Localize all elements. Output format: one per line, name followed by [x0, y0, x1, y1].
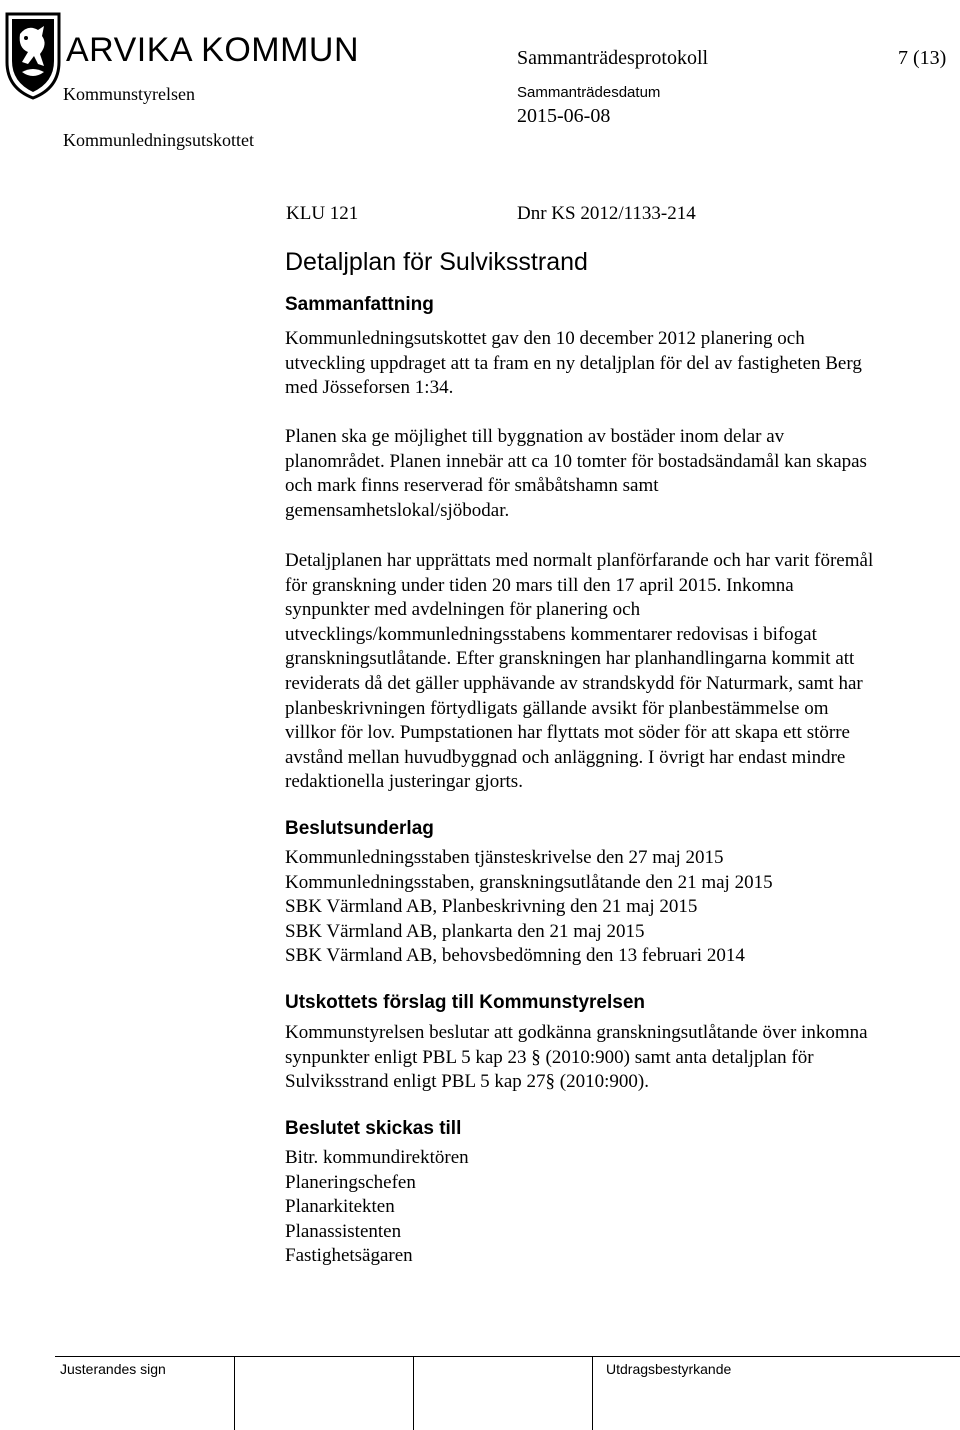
- text-line: redaktionella justeringar gjorts.: [285, 771, 523, 793]
- list-item: Planarkitekten: [285, 1196, 395, 1218]
- basis-list: [285, 846, 773, 969]
- text-line: planområdet. Planen innebär att ca 10 tomter för bostadsändamål kan skapas: [285, 450, 867, 472]
- document-type: Sammanträdesprotokoll: [517, 47, 709, 69]
- item-title: Detaljplan för Sulviksstrand: [285, 248, 588, 276]
- list-item: Planeringschefen: [285, 1171, 416, 1193]
- summary-heading: Sammanfattning: [285, 294, 434, 315]
- department-board: Kommunstyrelsen: [63, 84, 195, 104]
- signature-box-divider: [413, 1356, 414, 1430]
- list-item: SBK Värmland AB, Planbeskrivning den 21 maj 2015: [285, 896, 698, 918]
- list-item: SBK Värmland AB, behovsbedömning den 13 februari 2014: [285, 945, 745, 967]
- signature-label: Justerandes sign: [60, 1361, 166, 1377]
- meeting-date-label: Sammanträdesdatum: [517, 84, 661, 101]
- text-line: gemensamhetslokal/sjöbodar.: [285, 499, 510, 521]
- signature-box-divider: [592, 1356, 593, 1430]
- text-line: planbeskrivningen förtydligats gällande avsikt för planbestämmelse om: [285, 697, 829, 719]
- meeting-date: 2015-06-08: [517, 105, 611, 127]
- footer-rule: [55, 1356, 960, 1357]
- extract-certification-label: Utdragsbestyrkande: [606, 1361, 732, 1377]
- item-number: KLU 121: [286, 203, 359, 224]
- text-line: villkor för lov. Pumpstationen har flyttats mot söder för att skapa ett större: [285, 722, 850, 744]
- summary-paragraph-1: [285, 327, 862, 401]
- text-line: synpunkter enligt PBL 5 kap 23 § (2010:900) samt anta detaljplan för: [285, 1046, 814, 1068]
- sendto-list: [285, 1146, 469, 1269]
- text-line: Kommunledningsutskottet gav den 10 december 2012 planering och: [285, 328, 805, 349]
- organization-name: ARVIKA KOMMUN: [66, 31, 360, 69]
- text-line: synpunkter med avdelningen för planering och: [285, 599, 641, 621]
- list-item: Planassistenten: [285, 1220, 402, 1242]
- summary-paragraph-3: [285, 549, 873, 795]
- text-line: med Jösseforsen 1:34.: [285, 377, 454, 399]
- list-item: SBK Värmland AB, plankarta den 21 maj 2015: [285, 920, 645, 942]
- text-line: utvecklings/kommunledningsstabens kommentarer redovisas i bifogat: [285, 623, 817, 645]
- coat-of-arms-icon: [4, 10, 62, 100]
- text-line: reviderats då det gäller upphävande av strandskydd för Naturmark, samt har: [285, 672, 863, 694]
- text-line: och mark finns reserverad för småbåtshamn samt: [285, 475, 659, 497]
- text-line: avstånd mellan huvudbyggnad och anläggning. I övrigt har endast mindre: [285, 746, 846, 768]
- text-line: Planen ska ge möjlighet till byggnation av bostäder inom delar av: [285, 426, 785, 447]
- text-line: utveckling uppdraget att ta fram en ny detaljplan för del av fastigheten Berg: [285, 352, 862, 374]
- text-line: granskningsutlåtande. Efter granskningen har planhandlingarna kommit att: [285, 648, 855, 670]
- case-number: Dnr KS 2012/1133-214: [517, 203, 696, 224]
- list-item: Fastighetsägaren: [285, 1245, 413, 1267]
- department-committee: Kommunledningsutskottet: [63, 130, 254, 150]
- list-item: Kommunledningsstaben tjänsteskrivelse den 27 maj 2015: [285, 847, 724, 868]
- basis-heading: Beslutsunderlag: [285, 818, 434, 839]
- sendto-heading: Beslutet skickas till: [285, 1118, 462, 1139]
- text-line: Kommunstyrelsen beslutar att godkänna granskningsutlåtande över inkomna: [285, 1022, 868, 1043]
- list-item: Bitr. kommundirektören: [285, 1147, 469, 1168]
- page-number: 7 (13): [898, 47, 947, 69]
- list-item: Kommunledningsstaben, granskningsutlåtande den 21 maj 2015: [285, 871, 773, 893]
- text-line: för granskning under tiden 20 mars till den 17 april 2015. Inkomna: [285, 574, 794, 596]
- proposal-heading: Utskottets förslag till Kommunstyrelsen: [285, 992, 646, 1013]
- signature-box-divider: [234, 1356, 235, 1430]
- text-line: Detaljplanen har upprättats med normalt planförfarande och har varit föremål: [285, 550, 874, 571]
- text-line: Sulviksstrand enligt PBL 5 kap 27§ (2010:900).: [285, 1071, 649, 1093]
- proposal-text: [285, 1021, 868, 1095]
- summary-paragraph-2: [285, 425, 867, 523]
